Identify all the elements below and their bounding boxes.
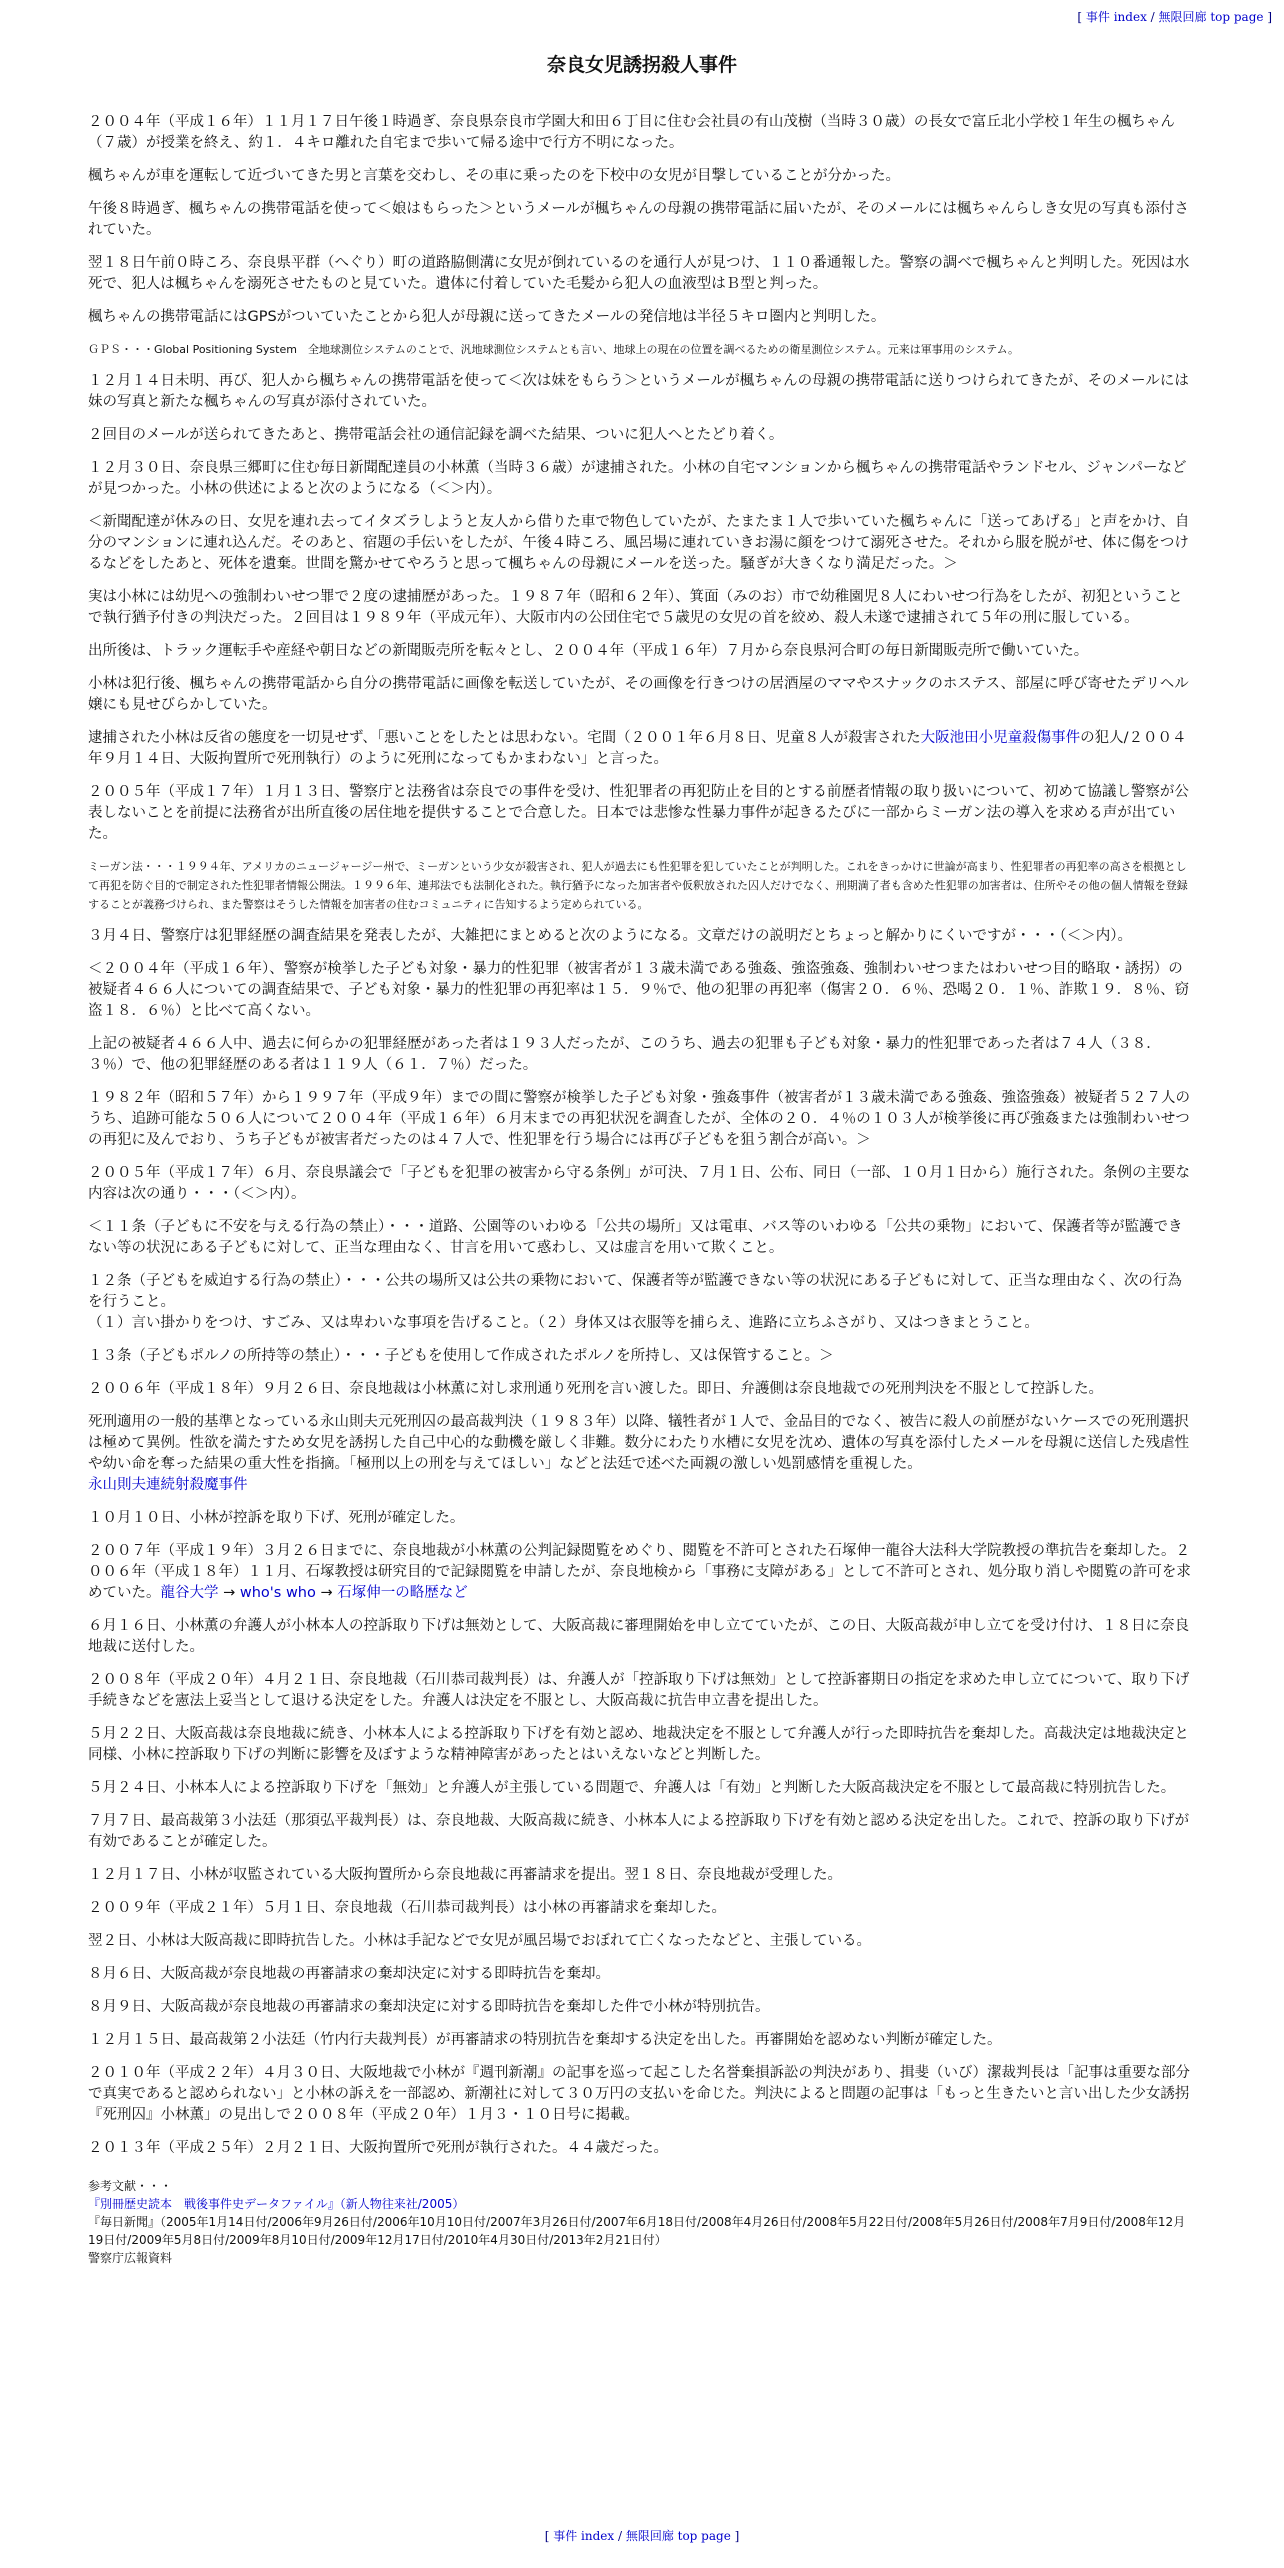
- paragraph: 上記の被疑者４６６人中、過去に何らかの犯罪経歴があった者は１９３人だったが、このうち、過去の犯罪も子ども対象・暴力的性犯罪であった者は７４人（３８．３％）で、他の犯罪経歴のある者は１１９人（６１．７％）だった。: [88, 1036, 1161, 1073]
- paragraph: 翌２日、小林は大阪高裁に即時抗告した。小林は手記などで女児が風呂場でおぼれて亡くなったなどと、主張している。: [88, 1933, 871, 1949]
- paragraph: ２００４年（平成１６年）１１月１７日午後１時過ぎ、奈良県奈良市学園大和田６丁目に住む会社員の有山茂樹（当時３０歳）の長女で富丘北小学校１年生の楓ちゃん（７歳）が授業を終え、約１．４キロ離れた自宅まで歩いて帰る途中で行方不明になった。: [88, 114, 1175, 151]
- paragraph-nagayama: [88, 1412, 1194, 1496]
- paragraph: ３月４日、警察庁は犯罪経歴の調査結果を発表したが、大雑把にまとめると次のようになる。文章だけの説明だとちょっと解かりにくいですが・・・（＜＞内）。: [88, 928, 1132, 944]
- paragraph-article-12: [88, 1271, 1194, 1334]
- paragraph: ２００６年（平成１８年）９月２６日、奈良地裁は小林薫に対し求刑通り死刑を言い渡した。即日、弁護側は奈良地裁での死刑判決を不服として控訴した。: [88, 1381, 1103, 1397]
- reference-book-link[interactable]: 『別冊歴史読本 戦後事件史データファイル』（新人物往来社/2005）: [88, 2197, 465, 2211]
- arrow: →: [315, 1585, 338, 1601]
- text: 死刑適用の一般的基準となっている永山則夫元死刑囚の最高裁判決（１９８３年）以降、犠牲者が１人で、金品目的でなく、被告に殺人の前歴がないケースでの死刑選択は極めて異例。性欲を満たすため女児を誘拐した自己中心的な動機を厳しく非難。数分にわたり水槽に女児を沈め、遺体の写真を添付したメールを母親に送信した残虐性や幼い命を奪った結果の重大性を指摘。「極刑以上の刑を与えてほしい」などと法廷で述べた両親の激しい処罰感情を重視した。: [88, 1414, 1190, 1472]
- text: 逮捕された小林は反省の態度を一切見せず、「悪いことをしたとは思わない。宅間（２００１年６月８日、児童８人が殺害された: [88, 730, 921, 746]
- paragraph: ２回目のメールが送られてきたあと、携帯電話会社の通信記録を調べた結果、ついに犯人へとたどり着く。: [88, 427, 784, 443]
- paragraph: 楓ちゃんが車を運転して近づいてきた男と言葉を交わし、その車に乗ったのを下校中の女児が目撃していることが分かった。: [88, 168, 900, 184]
- paragraph: ２００５年（平成１７年）６月、奈良県議会で「子どもを犯罪の被害から守る条例」が可決、７月１日、公布、同日（一部、１０月１日から）施行された。条例の主要な内容は次の通り・・・（＜＞内）。: [88, 1165, 1190, 1202]
- paragraph: 出所後は、トラック運転手や産経や朝日などの新聞販売所を転々とし、２００４年（平成１６年）７月から奈良県河合町の毎日新聞販売所で働いていた。: [88, 643, 1089, 659]
- paragraph: ５月２４日、小林本人による控訴取り下げを「無効」と弁護人が主張している問題で、弁護人は「有効」と判断した大阪高裁決定を不服として最高裁に特別抗告した。: [88, 1780, 1176, 1796]
- megan-law-note: ミーガン法・・・１９９４年、アメリカのニュージャージー州で、ミーガンという少女が殺害され、犯人が過去にも性犯罪を犯していたことが判明した。これをきっかけに世論が高まり、性犯罪者の再犯率の高さを根拠として再犯を防ぐ目的で制定された性犯罪者情報公開法。１９９６年、連邦法でも法制化された。執行猶予になった加害者や仮釈放された囚人だけでなく、刑期満了者も含めた性犯罪の加害者は、住所やその他の個人情報を登録することが義務づけられ、また警察はそうした情報を加害者の住むコミュニティに告知するよう定められている。: [88, 860, 1188, 911]
- paragraph: ２００５年（平成１７年）１月１３日、警察庁と法務省は奈良での事件を受け、性犯罪者の再犯防止を目的とする前歴者情報の取り扱いについて、初めて協議し警察が公表しないことを前提に法務省が出所直後の居住地を提供することで合意した。日本では悲惨な性暴力事件が起きるたびに一部からミーガン法の導入を求める声が出ていた。: [88, 784, 1189, 842]
- paragraph: ５月２２日、大阪高裁は奈良地裁に続き、小林本人による控訴取り下げを有効と認め、地裁決定を不服として弁護人が行った即時抗告を棄却した。高裁決定は地裁決定と同様、小林に控訴取り下げの判断に影響を及ぼすような精神障害があったとはいえないなどと判断した。: [88, 1726, 1189, 1763]
- text: （１）言い掛かりをつけ、すごみ、又は卑わいな事項を告げること。（２）身体又は衣服等を捕らえ、進路に立ちふさがり、又はつきまとうこと。: [88, 1315, 1039, 1331]
- nav-bracket-open: [: [544, 2529, 550, 2543]
- paragraph: １２月３０日、奈良県三郷町に住む毎日新聞配達員の小林薫（当時３６歳）が逮捕された。小林の自宅マンションから楓ちゃんの携帯電話やランドセル、ジャンパーなどが見つかった。小林の供述によると次のようになる（＜＞内）。: [88, 460, 1187, 497]
- paragraph: 午後８時過ぎ、楓ちゃんの携帯電話を使って＜娘はもらった＞というメールが楓ちゃんの母親の携帯電話に届いたが、そのメールには楓ちゃんらしき女児の写真も添付されていた。: [88, 201, 1189, 238]
- reference-police: 警察庁広報資料: [88, 2251, 173, 2265]
- nav-separator: /: [614, 2529, 626, 2543]
- references: [88, 2177, 1194, 2267]
- osaka-ikeda-case-link[interactable]: 大阪池田小児童殺傷事件: [920, 730, 1081, 746]
- paragraph: 楓ちゃんの携帯電話にはGPSがついていたことから犯人が母親に送ってきたメールの発信地は半径５キロ圏内と判明した。: [88, 309, 886, 325]
- top-page-link[interactable]: 無限回廊 top page: [1158, 10, 1264, 24]
- case-index-link-bottom[interactable]: 事件 index: [553, 2529, 615, 2543]
- page-title: 奈良女児誘拐殺人事件: [546, 54, 737, 76]
- nav-separator: /: [1146, 10, 1159, 24]
- paragraph: 翌１８日午前０時ころ、奈良県平群（へぐり）町の道路脇側溝に女児が倒れているのを通行人が見つけ、１１０番通報した。警察の調べで楓ちゃんと判明した。死因は水死で、犯人は楓ちゃんを溺死させたものと見ていた。遺体に付着していた毛髪から犯人の血液型はＢ型と判った。: [88, 255, 1190, 292]
- paragraph: １９８２年（昭和５７年）から１９９７年（平成９年）までの間に警察が検挙した子ども対象・強姦事件（被害者が１３歳未満である強姦、強盗強姦）被疑者５２７人のうち、追跡可能な５０６人について２００４年（平成１６年）６月末までの再犯状況を調査したが、全体の２０．４％の１０３人が検挙後に再び強姦または強制わいせつの再犯に及んでおり、うち子どもが被害者だったのは４７人で、性犯罪を行う場合には再び子どもを狙う割合が高い。＞: [88, 1090, 1190, 1148]
- case-index-link[interactable]: 事件 index: [1085, 10, 1147, 24]
- paragraph: ＜１１条（子どもに不安を与える行為の禁止）・・・道路、公園等のいわゆる「公共の場所」又は電車、バス等のいわゆる「公共の乗物」において、保護者等が監護できない等の状況にある子どもに対して、正当な理由なく、甘言を用いて惑わし、又は虚言を用いて欺くこと。: [88, 1219, 1183, 1256]
- paragraph-osaka: [88, 728, 1194, 770]
- paragraph: ８月６日、大阪高裁が奈良地裁の再審請求の棄却決定に対する即時抗告を棄却。: [88, 1966, 610, 1982]
- text: １２条（子どもを威迫する行為の禁止）・・・公共の場所又は公共の乗物において、保護者等が監護できない等の状況にある子どもに対して、正当な理由なく、次の行為を行うこと。: [88, 1273, 1182, 1310]
- text: の犯人/２００４年９月１４日、大阪拘置所で死刑執行）のように死刑になってもかまわない」と言った。: [88, 730, 1187, 767]
- ryukoku-univ-link[interactable]: 龍谷大学: [160, 1585, 219, 1601]
- bottom-navigation: [0, 2527, 1284, 2544]
- article-body: [88, 112, 1194, 2267]
- whos-who-link[interactable]: who's who: [239, 1585, 316, 1601]
- nav-bracket-open: [: [1077, 10, 1083, 24]
- nagayama-case-link[interactable]: 永山則夫連続射殺魔事件: [88, 1477, 248, 1493]
- paragraph: ２００８年（平成２０年）４月２１日、奈良地裁（石川恭司裁判長）は、弁護人が「控訴取り下げは無効」として控訴審期日の指定を求めた申し立てについて、取り下げ手続きなどを憲法上妥当として退ける決定をした。弁護人は決定を不服とし、大阪高裁に抗告申立書を提出した。: [88, 1672, 1190, 1709]
- paragraph: １３条（子どもポルノの所持等の禁止）・・・子どもを使用して作成されたポルノを所持し、又は保管すること。＞: [88, 1348, 834, 1364]
- top-navigation: [1077, 8, 1272, 25]
- paragraph: ２０１０年（平成２２年）４月３０日、大阪地裁で小林が『週刊新潮』の記事を巡って起こした名誉棄損訴訟の判決があり、揖斐（いび）潔裁判長は「記事は重要な部分で真実であると認められない」と小林の訴えを一部認め、新潮社に対して３０万円の支払いを命じた。判決によると問題の記事は「もっと生きたいと言い出した少女誘拐『死刑囚』小林薫」の見出しで２００８年（平成２０年）１月３・１０日号に掲載。: [88, 2065, 1190, 2123]
- gps-note: ＧＰＳ・・・Global Positioning System 全地球測位システムのことで、汎地球測位システムとも言い、地球上の現在の位置を調べるための衛星測位システム。元来は軍事用のシステム。: [88, 343, 1019, 356]
- references-heading: 参考文献・・・: [88, 2179, 173, 2193]
- nav-bracket-close: ]: [1263, 10, 1272, 24]
- paragraph: ２００９年（平成２１年）５月１日、奈良地裁（石川恭司裁判長）は小林の再審請求を棄却した。: [88, 1900, 726, 1916]
- paragraph: ７月７日、最高裁第３小法廷（那須弘平裁判長）は、奈良地裁、大阪高裁に続き、小林本人による控訴取り下げを有効と認める決定を出した。これで、控訴の取り下げが有効であることが確定した。: [88, 1813, 1190, 1850]
- arrow: →: [218, 1585, 240, 1601]
- paragraph: 実は小林には幼児への強制わいせつ罪で２度の逮捕歴があった。１９８７年（昭和６２年）、箕面（みのお）市で幼稚園児８人にわいせつ行為をしたが、初犯ということで執行猶予付きの判決だった。２回目は１９８９年（平成元年）、大阪市内の公団住宅で５歳児の女児の首を絞め、殺人未遂で逮捕されて５年の刑に服している。: [88, 589, 1183, 626]
- ishizuka-profile-link[interactable]: 石塚伸一の略歴など: [337, 1585, 468, 1601]
- paragraph: １２月１７日、小林が収監されている大阪拘置所から奈良地裁に再審請求を提出。翌１８日、奈良地裁が受理した。: [88, 1867, 842, 1883]
- paragraph: １２月１４日未明、再び、犯人から楓ちゃんの携帯電話を使って＜次は妹をもらう＞というメールが楓ちゃんの母親の携帯電話に送りつけられてきたが、そのメールには妹の写真と新たな楓ちゃんの写真が添付されていた。: [88, 373, 1189, 410]
- paragraph: ＜２００４年（平成１６年）、警察が検挙した子ども対象・暴力的性犯罪（被害者が１３歳未満である強姦、強盗強姦、強制わいせつまたはわいせつ目的略取・誘拐）の被疑者４６６人についての調査結果で、子ども対象・暴力的性犯罪の再犯率は１５．９％で、他の犯罪の再犯率（傷害２０．６％、恐喝２０．１％、詐欺１９．８％、窃盗１８．６％）と比べて高くない。: [88, 961, 1190, 1019]
- text: ２００７年（平成１９年）３月２６日までに、奈良地裁が小林薫の公判記録閲覧をめぐり、閲覧を不許可とされた石塚伸一龍谷大法科大学院教授の準抗告を棄却した。２００６年（平成１８年）１１月、石塚教授は研究目的で記録閲覧を申請したが、奈良地検から「事務に支障がある」として不許可とされ、処分取り消しや閲覧の許可を求めていた。: [88, 1543, 1191, 1601]
- paragraph: ＜新聞配達が休みの日、女児を連れ去ってイタズラしようと友人から借りた車で物色していたが、たまたま１人で歩いていた楓ちゃんに「送ってあげる」と声をかけ、自分のマンションに連れ込んだ。そのあと、宿題の手伝いをしたが、午後４時ころ、風呂場に連れていきお湯に顔をつけて溺死させた。それから服を脱がせ、体に傷をつけるなどをしたあと、死体を遺棄。世間を驚かせてやろうと思って楓ちゃんの母親にメールを送った。騒ぎが大きくなり満足だった。＞: [88, 514, 1190, 572]
- paragraph: ６月１６日、小林薫の弁護人が小林本人の控訴取り下げは無効として、大阪高裁に審理開始を申し立てていたが、この日、大阪高裁が申し立てを受け付け、１８日に奈良地裁に送付した。: [88, 1618, 1190, 1655]
- top-page-link-bottom[interactable]: 無限回廊 top page: [625, 2529, 731, 2543]
- reference-newspaper: 『毎日新聞』（2005年1月14日付/2006年9月26日付/2006年10月10日付/2007年3月26日付/2007年6月18日付/2008年4月26日付/2008年5月22日付/2008年5月26日付/2008年7月9日付/2008年12月19日付/2009年5月8日付/2009年8月10日付/2009年12月17日付/2010年4月30日付/2013年2月21日付）: [88, 2215, 1186, 2247]
- paragraph-2007: [88, 1541, 1194, 1604]
- paragraph: １０月１０日、小林が控訴を取り下げ、死刑が確定した。: [88, 1510, 465, 1526]
- paragraph: ８月９日、大阪高裁が奈良地裁の再審請求の棄却決定に対する即時抗告を棄却した件で小林が特別抗告。: [88, 1999, 770, 2015]
- paragraph: １２月１５日、最高裁第２小法廷（竹内行夫裁判長）が再審請求の特別抗告を棄却する決定を出した。再審開始を認めない判断が確定した。: [88, 2032, 1002, 2048]
- paragraph: 小林は犯行後、楓ちゃんの携帯電話から自分の携帯電話に画像を転送していたが、その画像を行きつけの居酒屋のママやスナックのホステス、部屋に呼び寄せたデリヘル嬢にも見せびらかしていた。: [88, 676, 1189, 713]
- nav-bracket-close: ]: [730, 2529, 740, 2543]
- paragraph: ２０１３年（平成２５年）２月２１日、大阪拘置所で死刑が執行された。４４歳だった。: [88, 2140, 668, 2156]
